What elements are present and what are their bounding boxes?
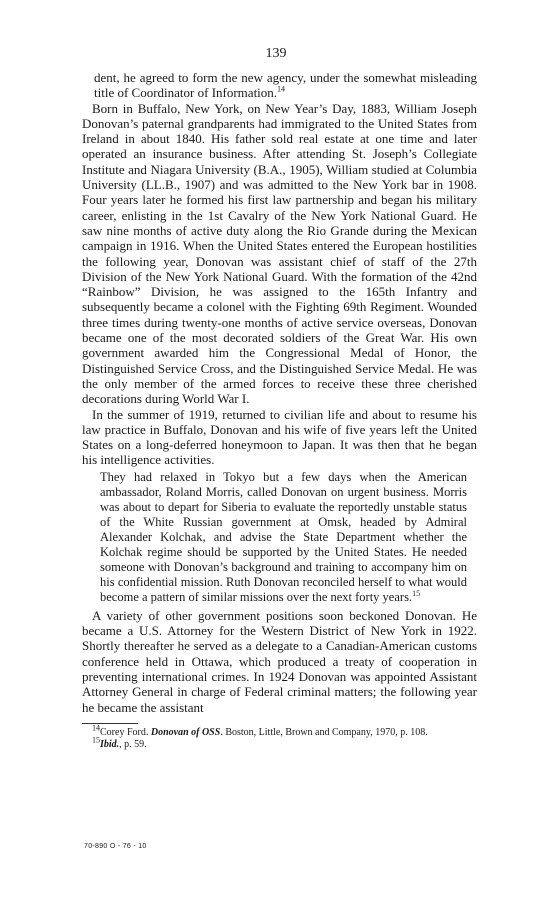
paragraph-text: A variety of other government positions soon beckoned Donovan. He became a U.S. Attorney for the Western District of New York in 1922. Shortly thereafter he served as a delegate to a Canadian-American customs conference held in Ottawa, which produced a treaty of cooperation in preventing international crimes. In 1924 Donovan was appointed Assistant Attorney General in charge of Federal criminal matters; the following year he became the assistant bbox=[82, 607, 477, 715]
paragraph-text: Born in Buffalo, New York, on New Year’s Day, 1883, William Joseph Donovan’s paternal grandparents had immigrated to the United States from Ireland in about 1840. His father sold real estate at one time and later operated an insurance business. After attending St. Joseph’s Collegiate Institute and Niagara University (B.A., 1905), William studied at Columbia University (LL.B., 1907) and was admitted to the New York bar in 1908. Four years later he formed his first law partnership and began his military career, enlisting in the 1st Cavalry of the New York National Guard. He saw nine months of active duty along the Rio Grande during the Mexican campaign in 1916. When the United States entered the European hostilities the following year, Donovan was assistant chief of staff of the 27th Division of the New York National Guard. With the formation of the 42nd “Rainbow” Division, he was assigned to the 165th Infantry and subsequently became a colonel with the Fighting 69th Regiment. Wounded three times during twenty-one months of active service overseas, Donovan became one of the most decorated soldiers of the Great War. His own government awarded him the Congressional Medal of Honor, the Distinguished Service Cross, and the Distinguished Service Medal. He was the only member of the armed forces to receive these three cherished decorations during World War I. bbox=[82, 100, 477, 407]
footnote-text-after: , p. 59. bbox=[119, 738, 147, 750]
footnote-14 bbox=[82, 723, 477, 739]
footnote-ref: 14 bbox=[277, 84, 286, 94]
block-quote bbox=[100, 470, 467, 605]
body-text bbox=[82, 70, 477, 751]
footnote-divider bbox=[82, 723, 138, 724]
paragraph-text: dent, he agreed to form the new agency, under the somewhat misleading title of Coordinator of Information. bbox=[94, 70, 477, 101]
page-number: 139 bbox=[265, 46, 287, 61]
footnote-number: 14 bbox=[92, 723, 100, 733]
paragraph-donovan-biography bbox=[82, 101, 477, 407]
footnote-ref: 15 bbox=[412, 588, 421, 598]
footnotes bbox=[82, 723, 477, 751]
footnote-text-after: . Boston, Little, Brown and Company, 1970, p. 108. bbox=[220, 726, 428, 738]
paragraph-continued bbox=[82, 70, 477, 101]
quote-text: They had relaxed in Tokyo but a few days when the American ambassador, Roland Morris, called Donovan on urgent business. Morris was about to depart for Siberia to evaluate the reportedly unstable status of the White Russian government at Omsk, headed by Admiral Alexander Kolchak, and advise the State Department whether the Kolchak regime should be supported by the United States. He needed someone with Donovan’s background and training to accompany him on his confidential mission. Ruth Donovan reconciled herself to what would become a pattern of similar missions over the next forty years. bbox=[100, 469, 467, 604]
paragraph-summer-1919 bbox=[82, 407, 477, 468]
paragraph-government-positions bbox=[82, 608, 477, 715]
footnote-ibid: Ibid. bbox=[100, 738, 120, 750]
print-code: 70-890 O - 76 - 10 bbox=[84, 843, 147, 850]
footnote-15 bbox=[82, 735, 477, 751]
footnote-book-title: Donovan of OSS bbox=[150, 726, 221, 738]
paragraph-text: In the summer of 1919, returned to civilian life and about to resume his law practice in Buffalo, Donovan and his wife of five years left the United States on a long-deferred honeymoon to Japan. It was then that he began his intelligence activities. bbox=[82, 406, 477, 468]
footnote-text-before: Corey Ford. bbox=[100, 726, 151, 738]
footnote-number: 15 bbox=[92, 735, 100, 745]
